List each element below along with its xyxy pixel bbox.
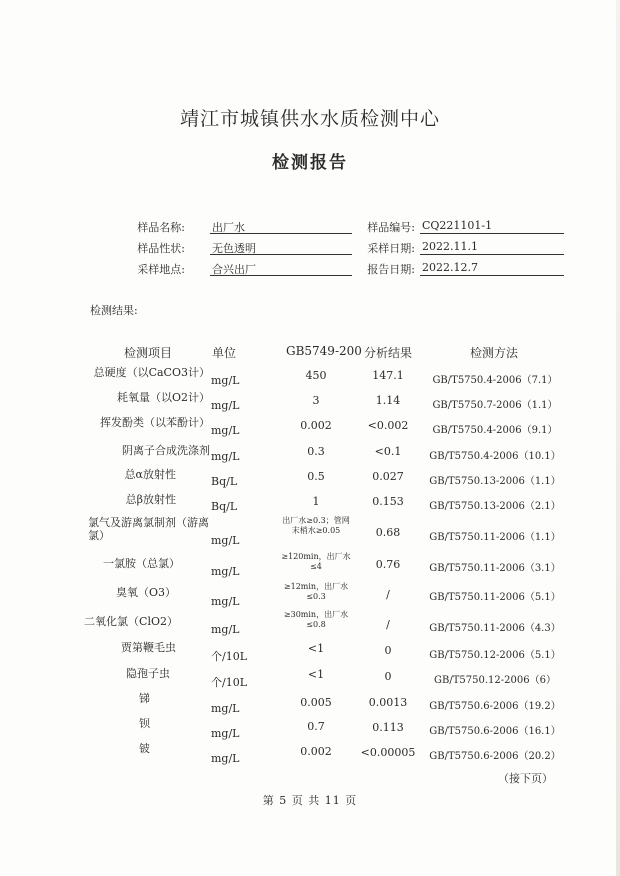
sampling-date-value: 2022.11.1 [420, 240, 564, 255]
row-item: 总β放射性 [125, 493, 176, 506]
row-unit: Bq/L [211, 475, 238, 488]
table-row [0, 390, 620, 415]
row-unit: mg/L [211, 534, 240, 547]
table-row [0, 516, 620, 550]
row-unit: mg/L [211, 752, 240, 765]
row-result: 147.1 [372, 369, 404, 382]
row-item: 总硬度（以CaCO3计） [93, 366, 210, 379]
table-row [0, 692, 620, 717]
sample-code-value: CQ221101-1 [420, 219, 564, 234]
table-row [0, 610, 620, 638]
row-result: 0.68 [375, 526, 401, 539]
row-standard: 0.002 [300, 745, 332, 758]
row-result: 0.153 [372, 495, 404, 508]
row-result: 0 [384, 670, 392, 683]
row-item: 阴离子合成洗涤剂 [122, 444, 210, 457]
header-method: 检测方法 [470, 346, 519, 360]
row-method: GB/T5750.6-2006（16.1） [429, 726, 561, 737]
sampling-location-value: 合兴出厂 [210, 261, 352, 276]
row-standard: 0.5 [307, 470, 325, 483]
row-method: GB/T5750.4-2006（10.1） [429, 451, 561, 462]
sample-code-label: 样品编号: [367, 221, 415, 234]
row-result: 0.0013 [368, 696, 408, 709]
row-unit: 个/10L [211, 676, 248, 689]
row-item: 耗氧量（以O2计） [116, 391, 210, 404]
table-row [0, 742, 620, 767]
row-method: GB/T5750.11-2006（5.1） [429, 592, 561, 603]
row-method: GB/T5750.11-2006（3.1） [429, 563, 561, 574]
row-item: 总α放射性 [124, 468, 176, 481]
row-result: 0.113 [372, 721, 404, 734]
row-item: 二氧化氯（ClO2） [84, 615, 178, 628]
row-standard: 0.3 [307, 445, 325, 458]
sample-state-value: 无色透明 [210, 240, 352, 255]
row-item: 铍 [139, 742, 150, 755]
continued-note: （接下页） [498, 772, 553, 785]
row-unit: mg/L [211, 595, 240, 608]
row-unit: mg/L [211, 623, 240, 636]
table-row [0, 491, 620, 516]
report-date-label: 报告日期: [367, 263, 415, 276]
table-row [0, 640, 620, 665]
row-result: / [386, 588, 390, 601]
row-result: 0.76 [375, 558, 401, 571]
header-item: 检测项目 [124, 346, 173, 360]
row-item: 贾第鞭毛虫 [121, 641, 176, 654]
row-standard: 0.002 [300, 419, 332, 432]
row-standard: ≥12min，出厂水≤0.3 [283, 582, 349, 601]
row-method: GB/T5750.12-2006（5.1） [429, 650, 561, 661]
row-standard: 0.7 [307, 720, 325, 733]
row-result: <0.002 [367, 419, 409, 432]
row-item: 锑 [139, 692, 150, 705]
report-title: 检测报告 [272, 153, 348, 173]
row-unit: mg/L [211, 702, 240, 715]
table-row [0, 552, 620, 580]
row-result: <0.1 [374, 445, 402, 458]
sample-name-label: 样品名称: [137, 221, 185, 234]
table-row [0, 415, 620, 440]
row-standard: 0.005 [300, 696, 332, 709]
row-method: GB/T5750.7-2006（1.1） [432, 400, 558, 411]
row-unit: mg/L [211, 565, 240, 578]
row-standard: ≥120min，出厂水≤4 [281, 552, 351, 571]
row-unit: mg/L [211, 727, 240, 740]
row-standard: ≥30min，出厂水≤0.8 [283, 610, 349, 629]
row-item: 氯气及游离氯制剂（游离氯） [88, 516, 209, 542]
row-result: 0 [384, 644, 392, 657]
row-unit: 个/10L [211, 650, 248, 663]
row-standard: <1 [307, 642, 325, 655]
sample-name-value: 出厂水 [210, 219, 352, 234]
row-standard: 1 [312, 495, 320, 508]
row-standard: <1 [307, 668, 325, 681]
row-unit: mg/L [211, 424, 240, 437]
table-row [0, 717, 620, 742]
row-result: 0.027 [372, 470, 404, 483]
row-item: 隐孢子虫 [126, 667, 170, 680]
row-method: GB/T5750.6-2006（19.2） [429, 701, 561, 712]
row-item: 挥发酚类（以苯酚计） [100, 416, 210, 429]
row-result: / [386, 618, 390, 631]
row-method: GB/T5750.13-2006（1.1） [429, 476, 561, 487]
row-method: GB/T5750.4-2006（9.1） [432, 425, 558, 436]
table-row [0, 582, 620, 610]
table-row [0, 441, 620, 466]
row-unit: Bq/L [211, 500, 238, 513]
header-standard: GB5749-200 [286, 344, 362, 358]
report-date-value: 2022.12.7 [420, 261, 564, 276]
organization-name: 靖江市城镇供水水质检测中心 [179, 108, 440, 130]
header-result: 分析结果 [364, 346, 413, 360]
header-unit: 单位 [212, 346, 237, 360]
row-method: GB/T5750.12-2006（6） [434, 675, 556, 686]
row-item: 钡 [139, 717, 150, 730]
row-unit: mg/L [211, 399, 240, 412]
table-row [0, 365, 620, 390]
row-result: <0.00005 [360, 746, 416, 759]
row-method: GB/T5750.11-2006（1.1） [429, 532, 561, 543]
table-row [0, 466, 620, 491]
results-label: 检测结果: [90, 304, 138, 317]
row-standard: 出厂水≥0.3；管网末梢水≥0.05 [282, 516, 350, 535]
table-row [0, 666, 620, 691]
row-method: GB/T5750.6-2006（20.2） [429, 751, 561, 762]
sample-state-label: 样品性状: [137, 242, 185, 255]
row-result: 1.14 [375, 394, 401, 407]
row-item: 一氯胺（总氯） [103, 557, 180, 570]
row-standard: 450 [305, 369, 327, 382]
row-standard: 3 [312, 394, 320, 407]
row-unit: mg/L [211, 374, 240, 387]
row-method: GB/T5750.4-2006（7.1） [432, 375, 558, 386]
row-item: 臭氧（O3） [115, 586, 176, 599]
row-method: GB/T5750.13-2006（2.1） [429, 501, 561, 512]
sampling-date-label: 采样日期: [367, 242, 415, 255]
sampling-location-label: 采样地点: [137, 263, 185, 276]
row-unit: mg/L [211, 450, 240, 463]
row-method: GB/T5750.11-2006（4.3） [429, 623, 561, 634]
page-number: 第 5 页 共 11 页 [262, 794, 358, 807]
